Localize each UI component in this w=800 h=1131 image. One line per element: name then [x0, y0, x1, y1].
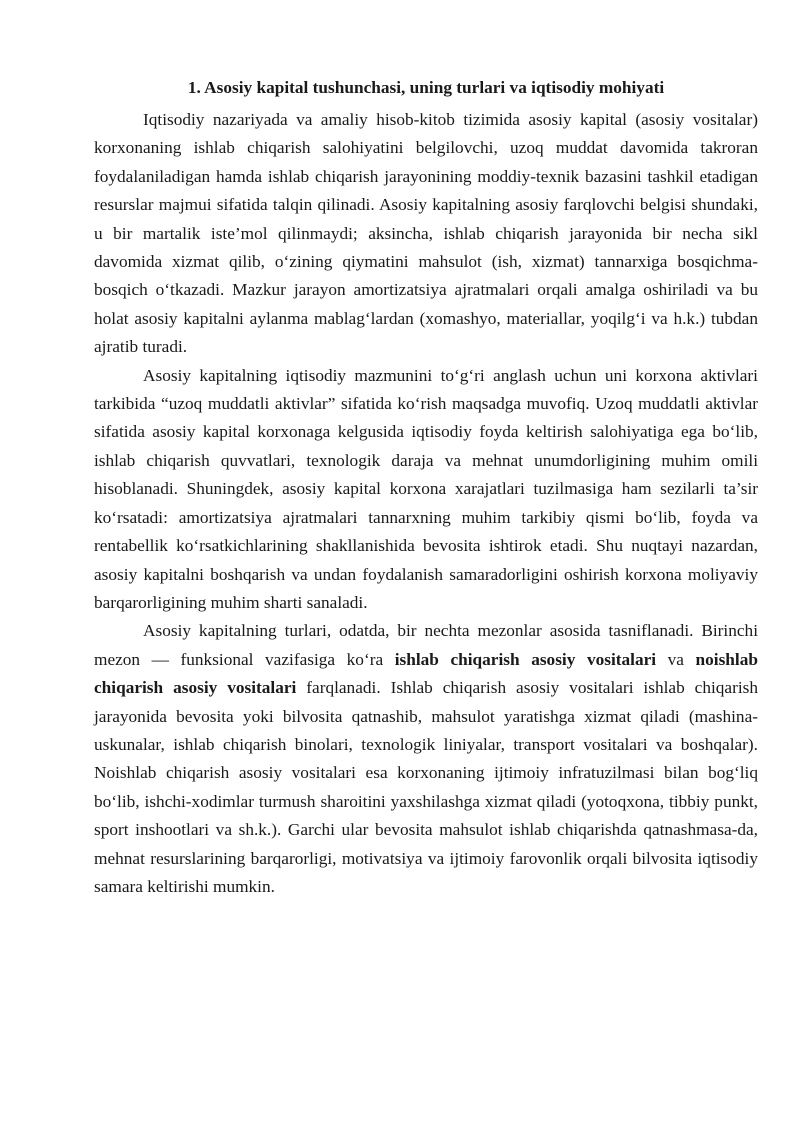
paragraph-text: va — [656, 649, 696, 669]
paragraph-text: farqlanadi. Ishlab chiqarish asosiy vositalari ishlab chiqarish jarayonida bevosita yoki bilvosita qatnashib, mahsulot yaratishga xizmat qiladi (mashina-uskunalar, ishlab chiqarish binolari, texnologik liniyalar, transport vositalari va boshqalar). Noishlab chiqarish asosiy vositalari esa korxonaning ijtimoiy infratuzilmasi bilan bog‘liq bo‘lib, ishchi-xodimlar turmush sharoitini yaxshilashga xizmat qiladi (yotoqxona, tibbiy punkt, sport inshootlari va sh.k.). Garchi ular bevosita mahsulot ishlab chiqarishda qatnashmasa-da, mehnat resurslarining barqarorligi, motivatsiya va ijtimoiy farovonlik orqali bilvosita iqtisodiy samara keltirishi mumkin. — [94, 678, 758, 896]
bold-term-production-assets: ishlab chiqarish asosiy vositalari — [394, 649, 657, 669]
paragraph-text: Asosiy kapitalning turlari, odatda, bir nechta mezonlar asosida tasniflanadi. Birinchi mezon — funksional vazifasiga ko‘ra — [94, 621, 758, 669]
paragraph-definition: Iqtisodiy nazariyada va amaliy hisob-kitob tizimida asosiy kapital (asosiy vositalar) korxonaning ishlab chiqarish salohiyatini belgilovchi, uzoq muddat davomida takroran foydalaniladigan hamda ishlab chiqarish jarayonining moddiy-texnik bazasini tashkil etadigan resurslar majmui sifatida talqin qilinadi. Asosiy kapitalning asosiy farqlovchi belgisi shundaki, u bir martalik iste’mol qilinmaydi; aksincha, ishlab chiqarish jarayonida bir necha sikl davomida xizmat qilib, o‘zining qiymatini mahsulot (ish, xizmat) tannarxiga bosqichma-bosqich o‘tkazadi. Mazkur jarayon amortizatsiya ajratmalari orqali amalga oshiriladi va bu holat asosiy kapitalni aylanma mablag‘lardan (xomashyo, materiallar, yoqilg‘i va h.k.) tubdan ajratib turadi. — [94, 110, 758, 357]
section-title: 1. Asosiy kapital tushunchasi, uning turlari va iqtisodiy mohiyati — [187, 78, 665, 97]
document-page — [94, 60, 758, 901]
paragraph-economic-content: Asosiy kapitalning iqtisodiy mazmunini to‘g‘ri anglash uchun uni korxona aktivlari tarkibida “uzoq muddatli aktivlar” sifatida ko‘rish maqsadga muvofiq. Uzoq muddatli aktivlar sifatida asosiy kapital korxonaga kelgusida iqtisodiy foyda keltirish salohiyatiga ega bo‘lib, ishlab chiqarish quvvatlari, texnologik daraja va mehnat unumdorligining muhim omili hisoblanadi. Shuningdek, asosiy kapital korxona xarajatlari tuzilmasiga ham sezilarli ta’sir ko‘rsatadi: amortizatsiya ajratmalari tannarxning muhim tarkibiy qismi bo‘lib, foyda va rentabellik ko‘rsatkichlarining shakllanishida bevosita ishtirok etadi. Shu nuqtayi nazardan, asosiy kapitalni boshqarish va undan foydalanish samaradorligini oshirish korxona moliyaviy barqarorligining muhim sharti sanaladi. — [94, 365, 758, 612]
bold-term-nonproduction-assets: noishlab chiqarish asosiy vositalari — [94, 649, 758, 698]
paragraph-classification — [94, 617, 758, 901]
